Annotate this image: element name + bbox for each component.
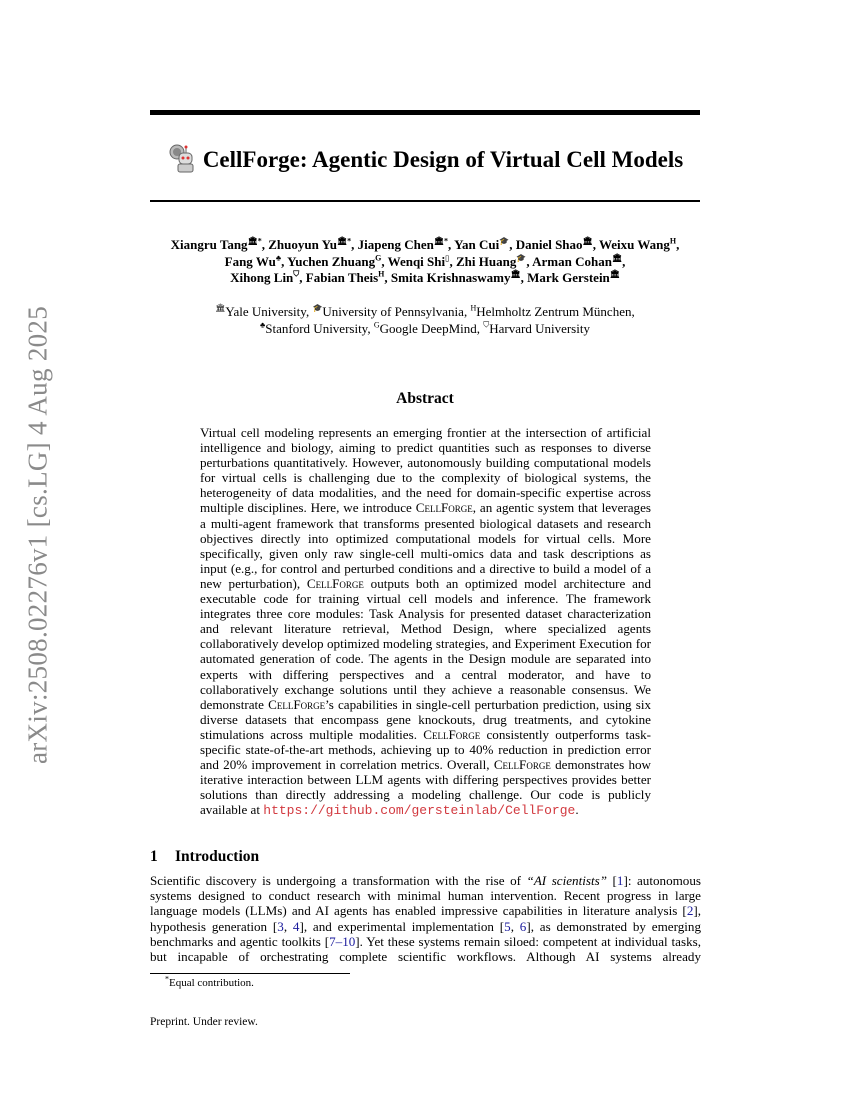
author: Zhuoyun Yu🏛*: [268, 236, 352, 252]
affiliation: $^G$Google DeepMind: [373, 320, 477, 336]
abstract-body: Virtual cell modeling represents an emerging frontier at the intersection of artificial intelligence and biology, aiming to predict quantities such as responses to diverse perturbations quantitatively. However, autonomously building computational models for virtual cells is challenging due to the complexity of biological systems, the heterogeneity of data modalities, and the need for domain-specific expertise across multiple disciplines. Here, we introduce CellForge, an agentic system that leverages a multi-agent framework that transforms presented biological datasets and research objectives directly into optimized computational models for virtual cells. More specifically, given only raw single-cell multi-omics data and task descriptions as input (e.g., for control and perturbed conditions and a directive to build a model of a new perturbation), CellForge outputs both an optimized model architecture and executable code for training virtual cell models and inference. The framework integrates three core modules: Task Analysis for presented dataset characterization and relevant literature retrieval, Method Design, where specialized agents collaboratively develop optimized modeling strategies, and Experiment Execution for automated generation of code. The agents in the Design module are separated into experts with differing perspectives and a central moderator, and have to collaboratively exchange solutions until they achieve a reasonable consensus. We demonstrate CellForge’s capabilities in single-cell perturbation prediction, using six diverse datasets that encompass gene knockouts, drug treatments, and cytokine stimulations across multiple modalities. CellForge consistently outperforms task-specific state-of-the-art methods, achieving up to 40% reduction in prediction error and 20% improvement in correlation metrics. Overall, CellForge demonstrates how iterative interaction between LLM agents with differing perspectives provides better solutions than directly addressing a modeling challenge. Our code is publicly available at https://github.com/gersteinlab/CellForge.: [200, 425, 652, 819]
affiliation: 🎓University of Pennsylvania: [312, 303, 464, 319]
author: Fang Wu♣: [224, 253, 282, 269]
code-link[interactable]: https://github.com/gersteinlab/CellForge: [263, 803, 576, 819]
citation-link[interactable]: 3: [277, 918, 284, 934]
footnote-rule: [150, 973, 350, 974]
paper-title: [130, 143, 720, 173]
author-list: Xiangru Tang🏛*, Zhuoyun Yu🏛*, Jiapeng Chen🏛*, Yan Cui🎓, Daniel Shao🏛, Weixu Wang$^H$, Fang Wu♣, Yuchen Zhuang$^G$, Wenqi Shi▯, Zhi Huang🎓, Arman Cohan🏛, Xihong Lin⛉, Fabian Theis$^H$, Smita Krishnaswamy🏛, Mark Gerstein🏛: [170, 236, 680, 285]
author: Xiangru Tang🏛*: [170, 236, 262, 252]
affiliation: ♣Stanford University: [260, 320, 368, 336]
citation-link[interactable]: 4: [292, 918, 300, 934]
footer-note: Preprint. Under review.: [150, 1016, 258, 1028]
affiliation: $^H$Helmholtz Zentrum München: [470, 303, 632, 319]
author: Jiapeng Chen🏛*: [357, 236, 449, 252]
citation-link[interactable]: 1: [616, 873, 624, 888]
author: Smita Krishnaswamy🏛: [390, 269, 521, 285]
abstract-heading: Abstract: [396, 390, 454, 407]
intro-paragraph: Scientific discovery is undergoing a transformation with the rise of “AI scientists” [1]: autonomous systems designed to conduct research with minimal human intervention. Recent progress in large language models (LLMs) and AI agents has enabled impressive capabilities in literature analysis [2], hypothesis generation [3, 4], and experimental implementation [5, 6], as demonstrated by emerging benchmarks and agentic toolkits [7–10]. Yet these systems remain siloed: competent at individual tasks, but incapable of orchestrating complete scientific workflows. Although AI systems already: [150, 873, 701, 965]
author: Yan Cui🎓: [454, 236, 510, 252]
affiliation-list: 🏛Yale University, 🎓University of Pennsylvania, $^H$Helmholtz Zentrum München, ♣Stanford University, $^G$Google DeepMind, ⛉Harvard University: [215, 303, 635, 336]
author: Daniel Shao🏛: [515, 236, 593, 252]
citation-link[interactable]: 2: [686, 903, 694, 919]
author: Wenqi Shi▯: [387, 253, 450, 269]
section-heading: 1 Introduction: [150, 848, 260, 865]
citation-link[interactable]: 6: [519, 918, 527, 934]
affiliation: ⛉Harvard University: [483, 320, 590, 336]
citation-link[interactable]: 7–10: [329, 933, 356, 949]
author: Mark Gerstein🏛: [527, 269, 620, 285]
title-rule: [150, 200, 700, 202]
author: Yuchen Zhuang$^G$: [287, 253, 382, 269]
author: Zhi Huang🎓: [456, 253, 527, 269]
author: Weixu Wang$^H$: [598, 236, 677, 252]
arxiv-stamp: arXiv:2508.02276v1 [cs.LG] 4 Aug 2025: [22, 305, 53, 765]
title-text: CellForge: Agentic Design of Virtual Cell Models: [202, 147, 684, 172]
author: Xihong Lin⛉: [230, 269, 300, 285]
affiliation: 🏛Yale University: [215, 303, 306, 319]
citation-link[interactable]: 5: [504, 918, 511, 934]
author: Arman Cohan🏛: [532, 253, 623, 269]
footnote: *Equal contribution.: [165, 974, 254, 989]
top-rule: [150, 110, 700, 115]
author: Fabian Theis$^H$: [305, 269, 385, 285]
robot-logo-icon: [167, 143, 197, 173]
